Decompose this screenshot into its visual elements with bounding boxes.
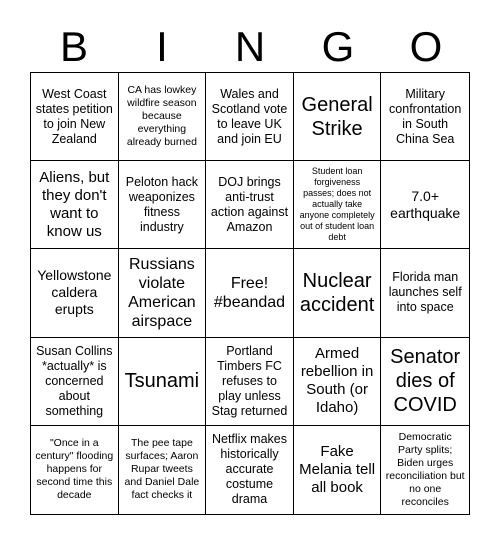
cell-text: Netflix makes historically accurate costume drama [211, 432, 287, 507]
bingo-board [30, 72, 470, 515]
bingo-cell[interactable] [206, 426, 294, 514]
cell-text: Florida man launches self into space [388, 270, 462, 315]
bingo-cell[interactable] [119, 426, 207, 514]
cell-text: Democratic Party splits; Biden urges reconciliation but no one reconciles [385, 430, 465, 508]
bingo-cell[interactable] [294, 161, 382, 249]
cell-text: "Once in a century" flooding happens for second time this decade [35, 437, 114, 502]
cell-text: Peloton hack weaponizes fitness industry [125, 174, 199, 234]
bingo-cell[interactable] [294, 249, 382, 337]
bingo-cell[interactable] [381, 426, 469, 514]
cell-text: West Coast states petition to join New Zealand [35, 86, 113, 146]
bingo-cell[interactable] [294, 338, 382, 426]
bingo-cell[interactable] [31, 249, 119, 337]
bingo-cell[interactable] [381, 249, 469, 337]
cell-text: Aliens, but they don't want to know us [39, 168, 110, 240]
header-letter-b: B [59, 23, 88, 70]
cell-text: Yellowstone caldera erupts [37, 267, 112, 318]
cell-text: CA has lowkey wildfire season because everything already burned [126, 84, 197, 149]
bingo-cell[interactable] [294, 73, 382, 161]
cell-text: Military confrontation in South China Sea [389, 86, 462, 146]
bingo-header [30, 22, 470, 72]
cell-text: General Strike [301, 93, 373, 140]
cell-text: Senator dies of COVID [390, 346, 461, 417]
bingo-cell[interactable] [206, 161, 294, 249]
bingo-cell[interactable] [381, 161, 469, 249]
cell-text: Tsunami [124, 370, 200, 393]
cell-text: Wales and Scotland vote to leave UK and join EU [211, 86, 288, 146]
bingo-cell[interactable] [206, 338, 294, 426]
header-letter-o: O [409, 23, 443, 70]
bingo-cell[interactable] [31, 73, 119, 161]
cell-text: Armed rebellion in South (or Idaho) [300, 345, 374, 417]
bingo-cell[interactable] [119, 73, 207, 161]
cell-text: Fake Melania tell all book [299, 442, 376, 496]
free-space-cell[interactable] [206, 249, 294, 337]
bingo-cell[interactable] [119, 249, 207, 337]
bingo-cell[interactable] [119, 161, 207, 249]
bingo-cell[interactable] [31, 161, 119, 249]
bingo-cell[interactable] [294, 426, 382, 514]
header-letter-g: G [321, 23, 355, 70]
cell-text: Russians violate American airspace [128, 255, 196, 330]
header-letter-n: N [234, 23, 266, 70]
cell-text: Student loan forgiveness passes; does not actually take anyone completely out of student loan debt [299, 166, 375, 243]
bingo-cell[interactable] [31, 426, 119, 514]
cell-text: Susan Collins *actually* is concerned about something [36, 343, 113, 418]
bingo-cell[interactable] [381, 338, 469, 426]
bingo-cell[interactable] [381, 73, 469, 161]
cell-text: 7.0+ earthquake [390, 187, 461, 221]
cell-text: Nuclear accident [299, 269, 375, 316]
bingo-cell[interactable] [206, 73, 294, 161]
bingo-cell[interactable] [119, 338, 207, 426]
cell-text: Portland Timbers FC refuses to play unless Stag returned [211, 343, 288, 418]
cell-text: DOJ brings anti-trust action against Amazon [210, 174, 289, 234]
cell-text: Free! #beandad [213, 274, 286, 311]
header-letter-i: I [156, 23, 168, 70]
bingo-cell[interactable] [31, 338, 119, 426]
cell-text: The pee tape surfaces; Aaron Rupar tweets and Daniel Dale fact checks it [124, 437, 200, 502]
